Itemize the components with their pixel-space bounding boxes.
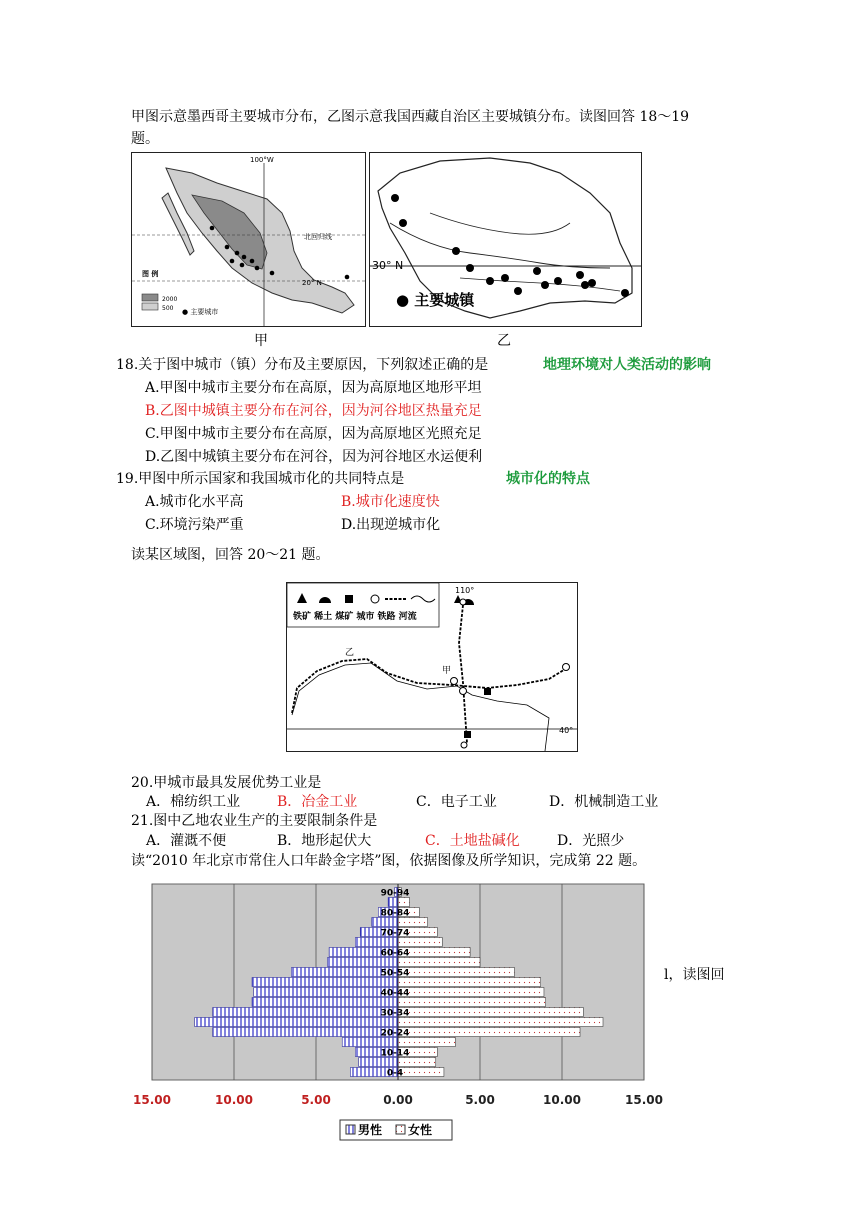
age-label: 10-14: [380, 1048, 410, 1059]
legend-2000-swatch: [142, 294, 158, 301]
intro-pyramid: 读“2010 年北京市常住人口年龄金字塔”图，依据图像及所学知识，完成第 22 题。: [131, 853, 647, 869]
region-map-svg: [287, 583, 577, 751]
legend-male-label: 男性: [358, 1123, 383, 1137]
coal-mine-2: [464, 731, 471, 738]
bar-female: [398, 1068, 444, 1077]
q18-option-c: C.甲图中城市主要分布在高原，因为高原地区光照充足: [145, 426, 482, 442]
age-label: 80-84: [380, 908, 410, 919]
bar-female: [398, 1058, 436, 1067]
x-tick-label: 15.00: [625, 1093, 663, 1107]
legend-female-label: 女性: [408, 1123, 433, 1137]
bar-female: [398, 958, 480, 967]
age-label: 50-54: [380, 968, 410, 979]
label-30n: 30° N: [372, 259, 404, 272]
age-label: 20-24: [380, 1028, 410, 1039]
q21-option-b: B．地形起伏大: [277, 833, 372, 849]
bar-female: [398, 938, 442, 947]
map-tibet: [369, 152, 642, 327]
q20-option-b: B．冶金工业: [277, 794, 358, 810]
age-label: 30-34: [380, 1008, 410, 1019]
q18-option-d: D.乙图中城镇主要分布在河谷，因为河谷地区水运便利: [145, 449, 483, 465]
q19-option-a: A.城市化水平高: [145, 494, 244, 510]
city-bayan: [460, 599, 466, 605]
bar-male: [195, 1018, 398, 1027]
age-label: 60-64: [380, 948, 410, 959]
intro-line-1: 甲图示意墨西哥主要城市分布，乙图示意我国西藏自治区主要城镇分布。读图回答 18～19: [131, 109, 690, 125]
legend-500-swatch: [142, 303, 158, 310]
q21-option-c: C．土地盐碱化: [425, 833, 520, 849]
label-20n: 20° N: [302, 279, 322, 287]
x-tick-label: 15.00: [133, 1093, 171, 1107]
region-legend-text: 铁矿 稀土 煤矿 城市 铁路 河流: [293, 612, 417, 622]
q21-option-d: D．光照少: [557, 833, 625, 849]
region-map: [286, 582, 578, 752]
bar-female: [398, 1028, 580, 1037]
city-jia: [451, 678, 458, 685]
city-2: [460, 688, 467, 695]
q19-option-c: C.环境污染严重: [145, 517, 244, 533]
bar-male: [252, 998, 398, 1007]
legend-city-icon: [371, 595, 379, 603]
legend-city: ● 主要城市: [182, 308, 219, 316]
q19-option-d: D.出现逆城市化: [341, 517, 441, 533]
legend-female-swatch: [396, 1125, 405, 1134]
legend-coal-icon: [345, 595, 353, 603]
x-tick-label: 5.00: [465, 1093, 495, 1107]
bar-female: [398, 1008, 583, 1017]
bar-female: [398, 898, 409, 907]
bar-female: [398, 1018, 603, 1027]
legend-male-swatch: [346, 1125, 355, 1134]
x-tick-labels: [133, 1093, 663, 1107]
bar-male: [327, 958, 398, 967]
intro-line-2: 题。: [131, 131, 159, 147]
bar-male: [355, 938, 398, 947]
bar-female: [398, 998, 546, 1007]
bar-male: [388, 898, 398, 907]
map-tibet-svg: [370, 153, 641, 326]
bar-male: [213, 1028, 398, 1037]
q19-option-b: B.城市化速度快: [341, 494, 440, 510]
q20-option-d: D．机械制造工业: [549, 794, 659, 810]
label-100w: 100°W: [250, 156, 274, 164]
legend-500: 500: [162, 305, 174, 312]
river-yellow: [292, 663, 549, 751]
q18-option-b: B.乙图中城镇主要分布在河谷，因为河谷地区热量充足: [145, 403, 482, 419]
bar-male: [372, 918, 398, 927]
age-label: 40-44: [380, 988, 410, 999]
label-tropic: 北回归线: [304, 233, 332, 241]
caption-jia: 甲: [254, 333, 268, 349]
legend: [340, 1120, 452, 1140]
q19-stem: 19.甲图中所示国家和我国城市化的共同特点是: [116, 471, 405, 487]
label-jia: 甲: [442, 666, 452, 676]
caption-yi: 乙: [497, 333, 511, 349]
intro-region-map: 读某区域图，回答 20～21 题。: [131, 547, 330, 563]
bar-female: [398, 988, 544, 997]
q18-option-a: A.甲图中城市主要分布在高原，因为高原地区地形平坦: [145, 380, 482, 396]
age-label: 90-94: [380, 888, 410, 899]
legend-2000: 2000: [162, 296, 178, 303]
bar-male: [254, 988, 398, 997]
q21-stem: 21.图中乙地农业生产的主要限制条件是: [131, 813, 378, 829]
label-110: 110°: [455, 586, 475, 595]
x-tick-label: 0.00: [383, 1093, 413, 1107]
bar-female: [398, 978, 541, 987]
q20-option-c: C．电子工业: [416, 794, 497, 810]
city-east: [563, 664, 570, 671]
q20-stem: 20.甲城市最具发展优势工业是: [131, 775, 322, 791]
coal-mine-1: [484, 688, 491, 695]
q20-option-a: A．棉纺织工业: [146, 794, 241, 810]
bar-female: [398, 1038, 455, 1047]
q21-option-a: A．灌溉不便: [146, 833, 227, 849]
q18-stem: 18.关于图中城市（镇）分布及主要原因，下列叙述正确的是: [116, 357, 489, 373]
label-yi: 乙: [345, 648, 355, 658]
age-label: 70-74: [380, 928, 410, 939]
rail-north-south: [459, 605, 467, 743]
bar-female: [398, 968, 514, 977]
bar-male: [252, 978, 398, 987]
q18-tag: 地理环境对人类活动的影响: [543, 357, 711, 373]
legend-title: 图 例: [142, 270, 159, 278]
bar-male: [213, 1008, 398, 1017]
label-40: 40°: [559, 726, 574, 735]
map-mexico: [131, 152, 366, 327]
legend-town: ● 主要城镇: [396, 291, 475, 309]
bar-male: [359, 1058, 398, 1067]
side-fragment-text: l，读图回: [664, 967, 725, 983]
map-mexico-svg: [132, 153, 365, 326]
q19-tag: 城市化的特点: [506, 471, 590, 487]
city-south: [461, 742, 467, 748]
population-pyramid-chart: [128, 876, 668, 1146]
age-label: 0-4: [386, 1068, 404, 1079]
x-tick-label: 5.00: [301, 1093, 331, 1107]
x-tick-label: 10.00: [543, 1093, 581, 1107]
x-tick-label: 10.00: [215, 1093, 253, 1107]
bar-female: [398, 918, 428, 927]
bar-male: [342, 1038, 398, 1047]
